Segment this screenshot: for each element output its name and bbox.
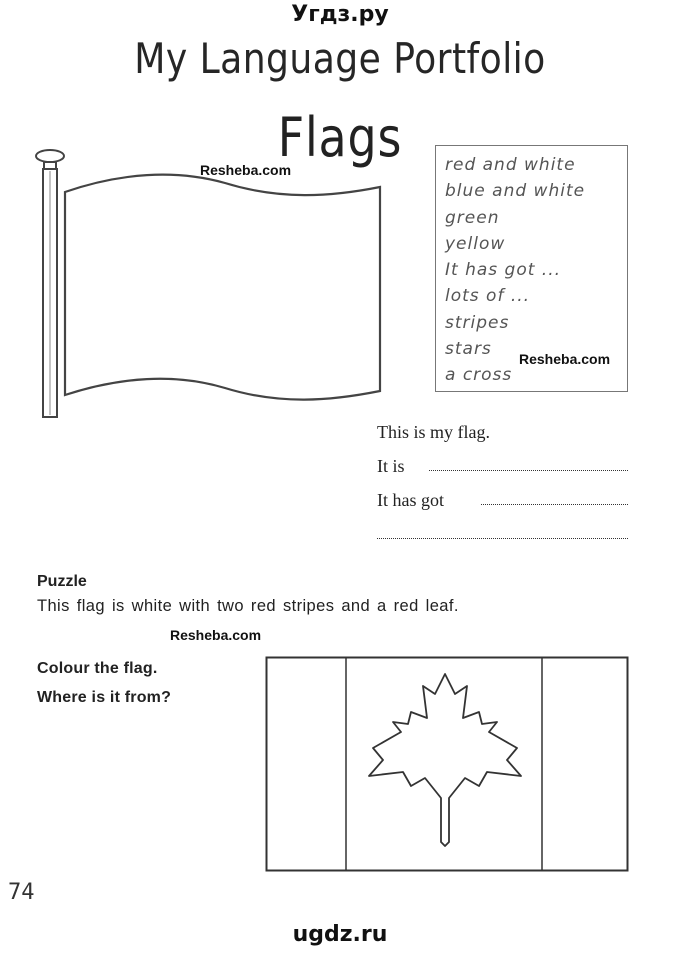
page-number: 74 bbox=[8, 880, 35, 905]
top-watermark: Угдз.ру bbox=[291, 2, 389, 27]
word-item: green bbox=[445, 207, 500, 228]
word-item: stars bbox=[445, 339, 492, 360]
writing-line-3[interactable] bbox=[377, 538, 628, 539]
resheba-watermark: Resheba.com bbox=[200, 162, 292, 178]
writing-line-2[interactable] bbox=[481, 504, 628, 505]
word-item: red and white bbox=[445, 155, 576, 175]
word-item: stripes bbox=[445, 312, 510, 333]
canada-flag-outline[interactable] bbox=[265, 656, 629, 872]
blank-flag-drawing bbox=[30, 145, 390, 425]
word-item: blue and white bbox=[445, 181, 586, 202]
sentence-it-has-got: It has got bbox=[377, 490, 444, 510]
word-item: lots of ... bbox=[445, 286, 531, 307]
sentence-it-is: It is bbox=[377, 456, 405, 476]
page-title: My Language Portfolio bbox=[134, 34, 546, 83]
word-item: a cross bbox=[445, 365, 513, 386]
word-item: It has got ... bbox=[445, 260, 562, 281]
sentence-this-is-my-flag: This is my flag. bbox=[377, 422, 490, 442]
writing-line-1[interactable] bbox=[429, 470, 628, 471]
section-title: Flags bbox=[277, 106, 403, 169]
puzzle-text: This flag is white with two red stripes and a red leaf. bbox=[37, 597, 459, 615]
instruction-colour: Colour the flag. bbox=[37, 660, 158, 677]
resheba-watermark: Resheba.com bbox=[170, 627, 262, 643]
instruction-where: Where is it from? bbox=[37, 689, 172, 706]
bottom-watermark: ugdz.ru bbox=[292, 922, 388, 947]
puzzle-label: Puzzle bbox=[37, 573, 87, 590]
flag-outline bbox=[65, 175, 380, 400]
word-item: yellow bbox=[445, 233, 506, 254]
resheba-watermark: Resheba.com bbox=[519, 351, 611, 367]
